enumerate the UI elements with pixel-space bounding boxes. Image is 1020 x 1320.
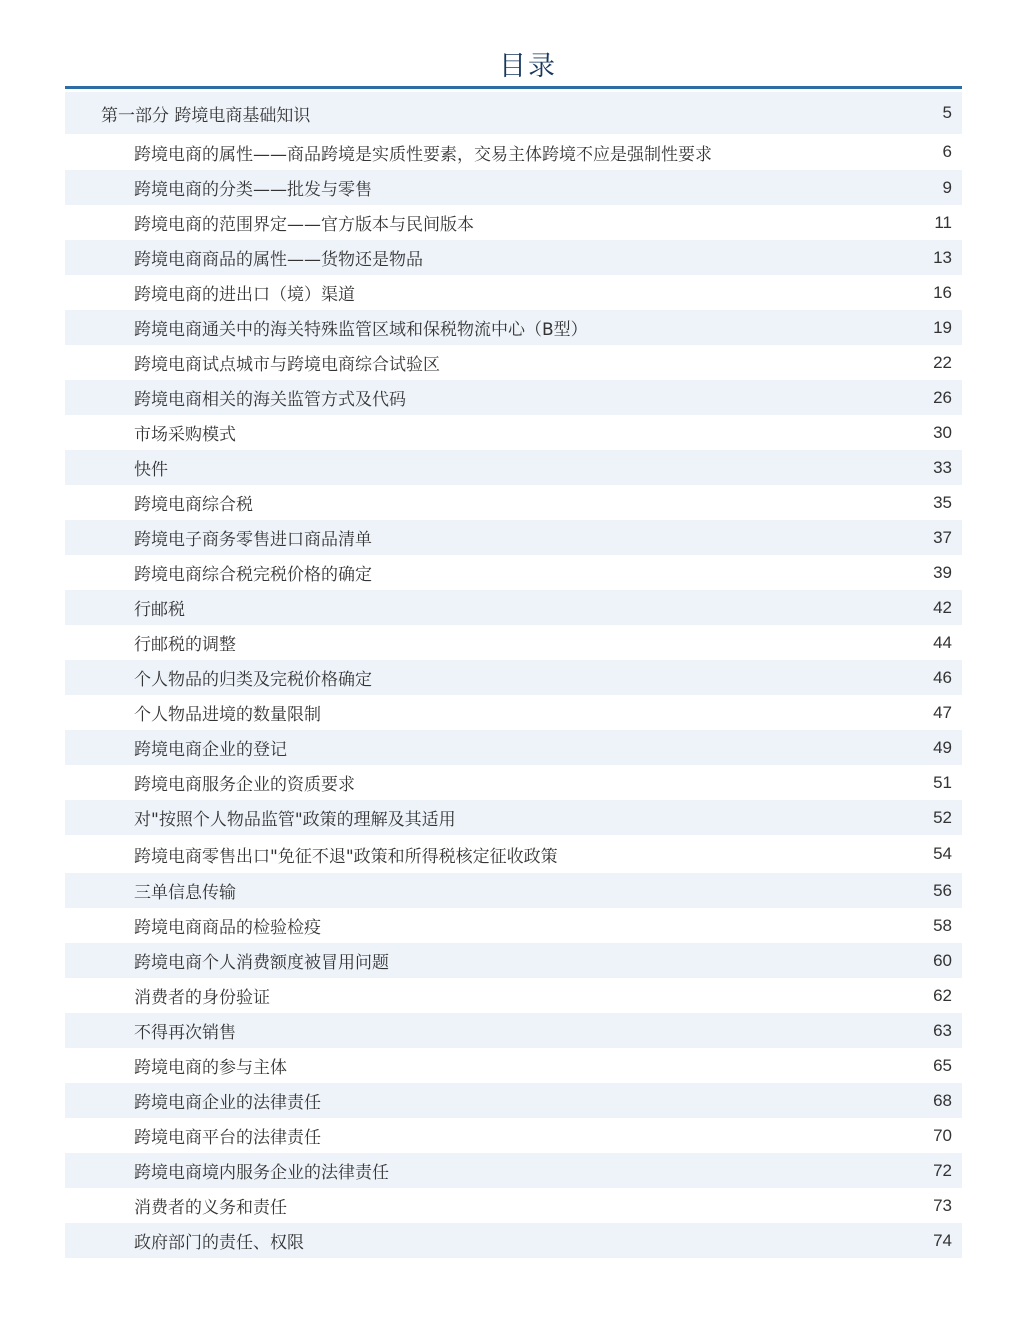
toc-entry-label: 消费者的身份验证 [134, 988, 270, 1008]
toc-entry-label: 跨境电商的范围界定——官方版本与民间版本 [134, 215, 474, 235]
toc-entry-label: 市场采购模式 [134, 425, 236, 445]
toc-entry[interactable] [65, 1188, 962, 1223]
title-divider [65, 86, 962, 89]
toc-entry-page-number: 5 [942, 103, 952, 122]
toc-entry-page-number: 19 [933, 317, 952, 337]
toc-entry-page-number: 60 [933, 950, 952, 970]
toc-entry[interactable] [65, 170, 962, 205]
toc-entry-label: 跨境电商通关中的海关特殊监管区域和保税物流中心（B型） [134, 320, 588, 340]
toc-entry[interactable] [65, 1118, 962, 1153]
toc-entry-label: 跨境电商服务企业的资质要求 [134, 775, 355, 795]
toc-entry-label: 跨境电商综合税完税价格的确定 [134, 565, 372, 585]
toc-entry-label: 三单信息传输 [134, 883, 236, 903]
toc-entry-label: 跨境电商相关的海关监管方式及代码 [134, 390, 406, 410]
toc-entry-page-number: 74 [933, 1230, 952, 1250]
toc-entry-page-number: 58 [933, 915, 952, 935]
toc-entry-label: 跨境电商商品的检验检疫 [134, 918, 321, 938]
toc-entry-page-number: 37 [933, 527, 952, 547]
toc-entry-page-number: 6 [942, 142, 952, 161]
toc-entry-page-number: 46 [933, 667, 952, 687]
toc-entry-label: 跨境电商企业的法律责任 [134, 1093, 321, 1113]
toc-entry[interactable] [65, 345, 962, 380]
toc-entry-page-number: 56 [933, 880, 952, 900]
toc-entry[interactable] [65, 555, 962, 590]
toc-entry-page-number: 9 [942, 177, 952, 197]
toc-entry-page-number: 44 [933, 632, 952, 652]
toc-entry-page-number: 63 [933, 1020, 952, 1040]
toc-entry-page-number: 49 [933, 737, 952, 757]
toc-entry-page-number: 39 [933, 562, 952, 582]
toc-entry-page-number: 26 [933, 387, 952, 407]
toc-entry-label: 跨境电商企业的登记 [134, 740, 287, 760]
toc-entry-label: 行邮税 [134, 600, 185, 620]
toc-entry-label: 快件 [134, 460, 168, 480]
toc-entry-label: 政府部门的责任、权限 [134, 1233, 304, 1253]
toc-entry[interactable] [65, 590, 962, 625]
toc-entry[interactable] [65, 873, 962, 908]
toc-entry-page-number: 47 [933, 702, 952, 722]
toc-entry-page-number: 52 [933, 807, 952, 827]
toc-entry-page-number: 13 [933, 247, 952, 267]
toc-entry[interactable] [65, 943, 962, 978]
toc-entry-page-number: 16 [933, 282, 952, 302]
toc-entry[interactable] [65, 134, 962, 170]
toc-entry-label: 消费者的义务和责任 [134, 1198, 287, 1218]
toc-entry-label: 对"按照个人物品监管"政策的理解及其适用 [134, 810, 456, 830]
toc-entry-label: 跨境电商境内服务企业的法律责任 [134, 1163, 389, 1183]
toc-entry-page-number: 68 [933, 1090, 952, 1110]
toc-entry-label: 跨境电商零售出口"免征不退"政策和所得税核定征收政策 [134, 846, 558, 867]
toc-entry-label: 个人物品的归类及完税价格确定 [134, 670, 372, 690]
toc-entry-page-number: 11 [934, 212, 952, 232]
toc-entry-label: 第一部分 跨境电商基础知识 [101, 105, 311, 126]
toc-entry[interactable] [65, 1048, 962, 1083]
toc-entry[interactable] [65, 978, 962, 1013]
toc-list [65, 92, 962, 1258]
toc-entry[interactable] [65, 625, 962, 660]
toc-entry-page-number: 72 [933, 1160, 952, 1180]
toc-entry[interactable] [65, 1083, 962, 1118]
toc-entry[interactable] [65, 205, 962, 240]
toc-entry-page-number: 54 [933, 844, 952, 863]
toc-entry[interactable] [65, 92, 962, 134]
toc-entry-label: 跨境电商的进出口（境）渠道 [134, 285, 355, 305]
toc-entry-page-number: 73 [933, 1195, 952, 1215]
toc-entry[interactable] [65, 275, 962, 310]
toc-entry-label: 跨境电商个人消费额度被冒用问题 [134, 953, 389, 973]
toc-entry[interactable] [65, 450, 962, 485]
toc-entry-page-number: 35 [933, 492, 952, 512]
toc-entry[interactable] [65, 835, 962, 873]
toc-entry-label: 跨境电商的参与主体 [134, 1058, 287, 1078]
toc-entry[interactable] [65, 240, 962, 275]
toc-entry[interactable] [65, 485, 962, 520]
toc-entry[interactable] [65, 908, 962, 943]
toc-entry[interactable] [65, 310, 962, 345]
toc-entry-label: 跨境电商综合税 [134, 495, 253, 515]
toc-entry[interactable] [65, 520, 962, 555]
toc-entry-page-number: 30 [933, 422, 952, 442]
toc-entry-label: 行邮税的调整 [134, 635, 236, 655]
toc-entry-page-number: 33 [933, 457, 952, 477]
toc-entry-label: 跨境电商的属性——商品跨境是实质性要素，交易主体跨境不应是强制性要求 [134, 144, 712, 165]
toc-entry[interactable] [65, 730, 962, 765]
toc-entry-label: 跨境电子商务零售进口商品清单 [134, 530, 372, 550]
toc-entry[interactable] [65, 1223, 962, 1258]
toc-entry-page-number: 22 [933, 352, 952, 372]
toc-entry-label: 跨境电商试点城市与跨境电商综合试验区 [134, 355, 440, 375]
toc-entry-page-number: 62 [933, 985, 952, 1005]
toc-entry-label: 个人物品进境的数量限制 [134, 705, 321, 725]
toc-entry[interactable] [65, 695, 962, 730]
toc-entry[interactable] [65, 415, 962, 450]
toc-entry[interactable] [65, 765, 962, 800]
toc-entry-label: 跨境电商的分类——批发与零售 [134, 180, 372, 200]
toc-entry[interactable] [65, 1153, 962, 1188]
toc-entry-label: 跨境电商商品的属性——货物还是物品 [134, 250, 423, 270]
page-title: 目录 [499, 51, 557, 82]
toc-entry-page-number: 70 [933, 1125, 952, 1145]
toc-entry-label: 不得再次销售 [134, 1023, 236, 1043]
toc-entry[interactable] [65, 380, 962, 415]
toc-entry-page-number: 51 [933, 772, 952, 792]
toc-entry[interactable] [65, 800, 962, 835]
toc-entry[interactable] [65, 1013, 962, 1048]
toc-entry-page-number: 42 [933, 597, 952, 617]
toc-entry[interactable] [65, 660, 962, 695]
toc-entry-label: 跨境电商平台的法律责任 [134, 1128, 321, 1148]
toc-entry-page-number: 65 [933, 1055, 952, 1075]
